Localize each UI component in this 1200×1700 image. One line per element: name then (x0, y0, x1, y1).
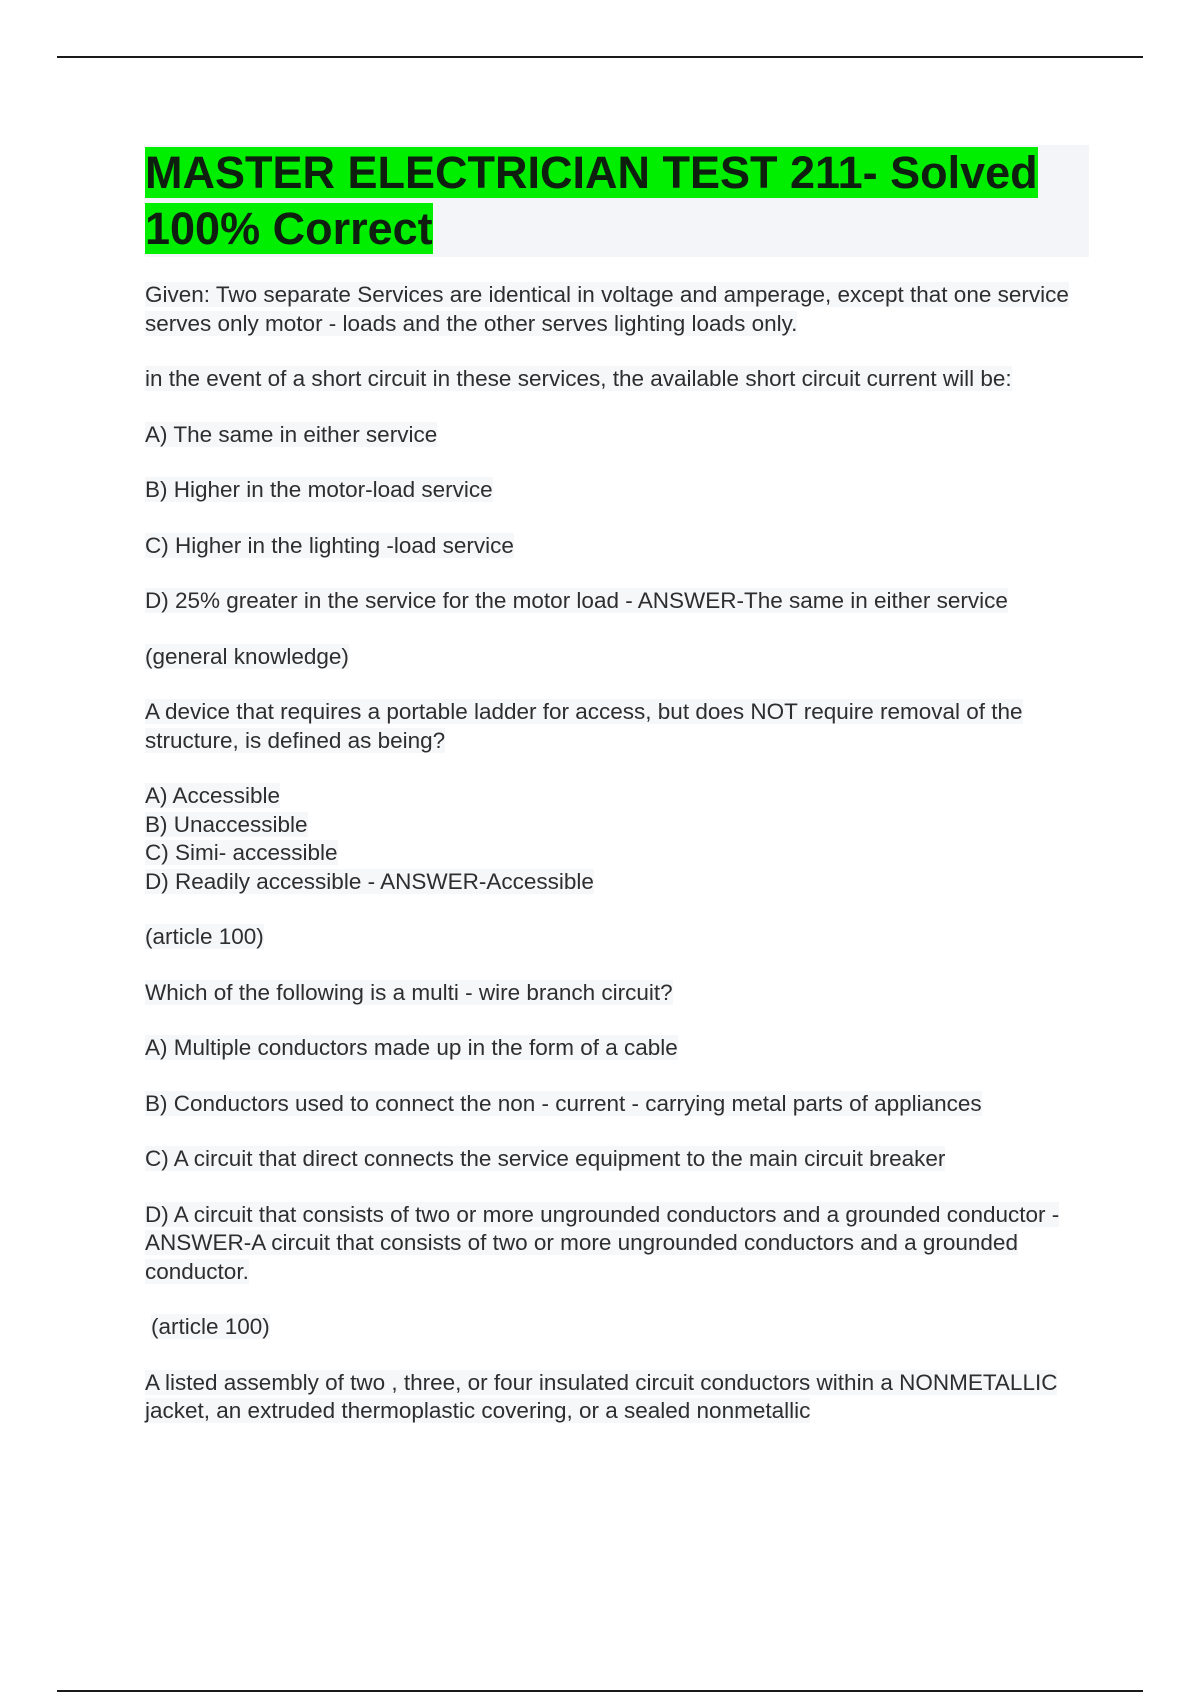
document-title (145, 145, 1089, 257)
question-3-option-b: B) Conductors used to connect the non - current - carrying metal parts of appliances (145, 1090, 982, 1116)
question-3-option-a: A) Multiple conductors made up in the form of a cable (145, 1035, 678, 1060)
document-title-text: MASTER ELECTRICIAN TEST 211- Solved 100% Correct (145, 147, 1038, 254)
question-1-prompt: in the event of a short circuit in these services, the available short circuit current will be: (145, 366, 1012, 391)
question-3-option-d-answer: D) A circuit that consists of two or more ungrounded conductors and a grounded conductor - ANSWER-A circuit that consists of two or more ungrounded conductors and a grounded conductor. (145, 1201, 1060, 1284)
question-1-option-c: C) Higher in the lighting -load service (145, 532, 514, 558)
bottom-divider (57, 1690, 1143, 1692)
question-2-prompt: A device that requires a portable ladder for access, but does NOT require removal of the structure, is defined as being? (145, 699, 1023, 753)
question-2-option-d-answer: D) Readily accessible - ANSWER-Accessible (145, 868, 594, 894)
title-block (145, 145, 1089, 257)
question-3-prompt: Which of the following is a multi - wire branch circuit? (145, 979, 673, 1005)
question-1-given: Given: Two separate Services are identical in voltage and amperage, except that one service serves only motor - loads and the other serves lighting loads only. (145, 282, 1069, 336)
question-4-prompt: A listed assembly of two , three, or four insulated circuit conductors within a NONMETALLIC jacket, an extruded thermoplastic covering, or a sealed nonmetallic (145, 1369, 1058, 1423)
question-1-option-d-answer: D) 25% greater in the service for the motor load - ANSWER-The same in either service (145, 588, 1008, 613)
question-1-reference: (general knowledge) (145, 643, 349, 669)
question-2-option-b: B) Unaccessible (145, 811, 308, 837)
question-3-reference: (article 100) (151, 1314, 270, 1339)
question-3-option-c: C) A circuit that direct connects the service equipment to the main circuit breaker (145, 1146, 946, 1171)
top-divider (57, 56, 1143, 58)
question-2-option-c: C) Simi- accessible (145, 840, 338, 865)
question-1-option-a: A) The same in either service (145, 421, 438, 447)
document-body (145, 145, 1089, 1453)
question-1-option-b: B) Higher in the motor-load service (145, 477, 493, 502)
question-2-reference: (article 100) (145, 924, 264, 949)
question-2-option-a: A) Accessible (145, 783, 281, 808)
